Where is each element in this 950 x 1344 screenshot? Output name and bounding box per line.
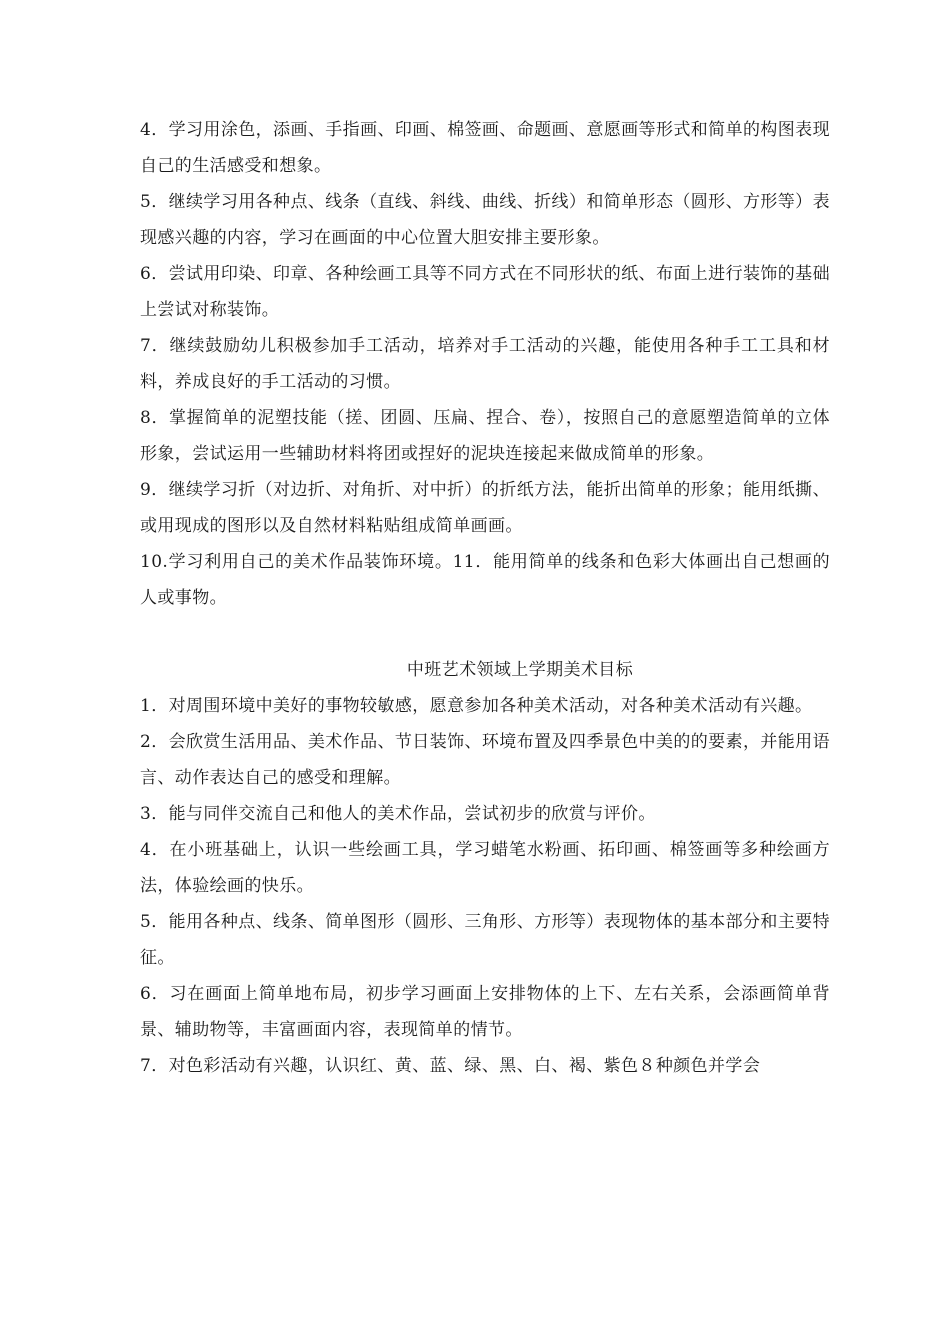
section-gap (140, 616, 830, 652)
goal-item-2: 2．会欣赏生活用品、美术作品、节日装饰、环境布置及四季景色中美的的要素，并能用语言、动作表达自己的感受和理解。 (140, 732, 830, 788)
goal-item-1: 1．对周围环境中美好的事物较敏感，愿意参加各种美术活动，对各种美术活动有兴趣。 (140, 696, 813, 716)
list-item-7: 7．继续鼓励幼儿积极参加手工活动，培养对手工活动的兴趣，能使用各种手工工具和材料，养成良好的手工活动的习惯。 (140, 336, 830, 392)
list-item-5: 5．继续学习用各种点、线条（直线、斜线、曲线、折线）和简单形态（圆形、方形等）表现感兴趣的内容，学习在画面的中心位置大胆安排主要形象。 (140, 192, 830, 248)
goal-item-6: 6．习在画面上简单地布局，初步学习画面上安排物体的上下、左右关系，会添画简单背景、辅助物等，丰富画面内容，表现简单的情节。 (140, 984, 830, 1040)
list-item-6: 6．尝试用印染、印章、各种绘画工具等不同方式在不同形状的纸、布面上进行装饰的基础上尝试对称装饰。 (140, 264, 830, 320)
goal-item-5: 5．能用各种点、线条、简单图形（圆形、三角形、方形等）表现物体的基本部分和主要特征。 (140, 912, 830, 968)
list-item-8: 8．掌握简单的泥塑技能（搓、团圆、压扁、捏合、卷），按照自己的意愿塑造简单的立体形象，尝试运用一些辅助材料将团或捏好的泥块连接起来做成简单的形象。 (140, 408, 830, 464)
section-title: 中班艺术领域上学期美术目标 (406, 660, 634, 680)
document-page (140, 112, 830, 1084)
goal-item-3: 3．能与同伴交流自己和他人的美术作品，尝试初步的欣赏与评价。 (140, 804, 656, 824)
goal-item-7: 7．对色彩活动有兴趣，认识红、黄、蓝、绿、黑、白、褐、紫色８种颜色并学会 (140, 1056, 761, 1076)
list-item-10-11: 10.学习利用自己的美术作品装饰环境。11．能用简单的线条和色彩大体画出自己想画的人或事物。 (140, 552, 830, 608)
goal-item-4: 4．在小班基础上，认识一些绘画工具，学习蜡笔水粉画、拓印画、棉签画等多种绘画方法，体验绘画的快乐。 (140, 840, 830, 896)
list-item-9: 9．继续学习折（对边折、对角折、对中折）的折纸方法，能折出简单的形象；能用纸撕、或用现成的图形以及自然材料粘贴组成简单画画。 (140, 480, 830, 536)
list-item-4: 4．学习用涂色，添画、手指画、印画、棉签画、命题画、意愿画等形式和简单的构图表现自己的生活感受和想象。 (140, 120, 830, 176)
